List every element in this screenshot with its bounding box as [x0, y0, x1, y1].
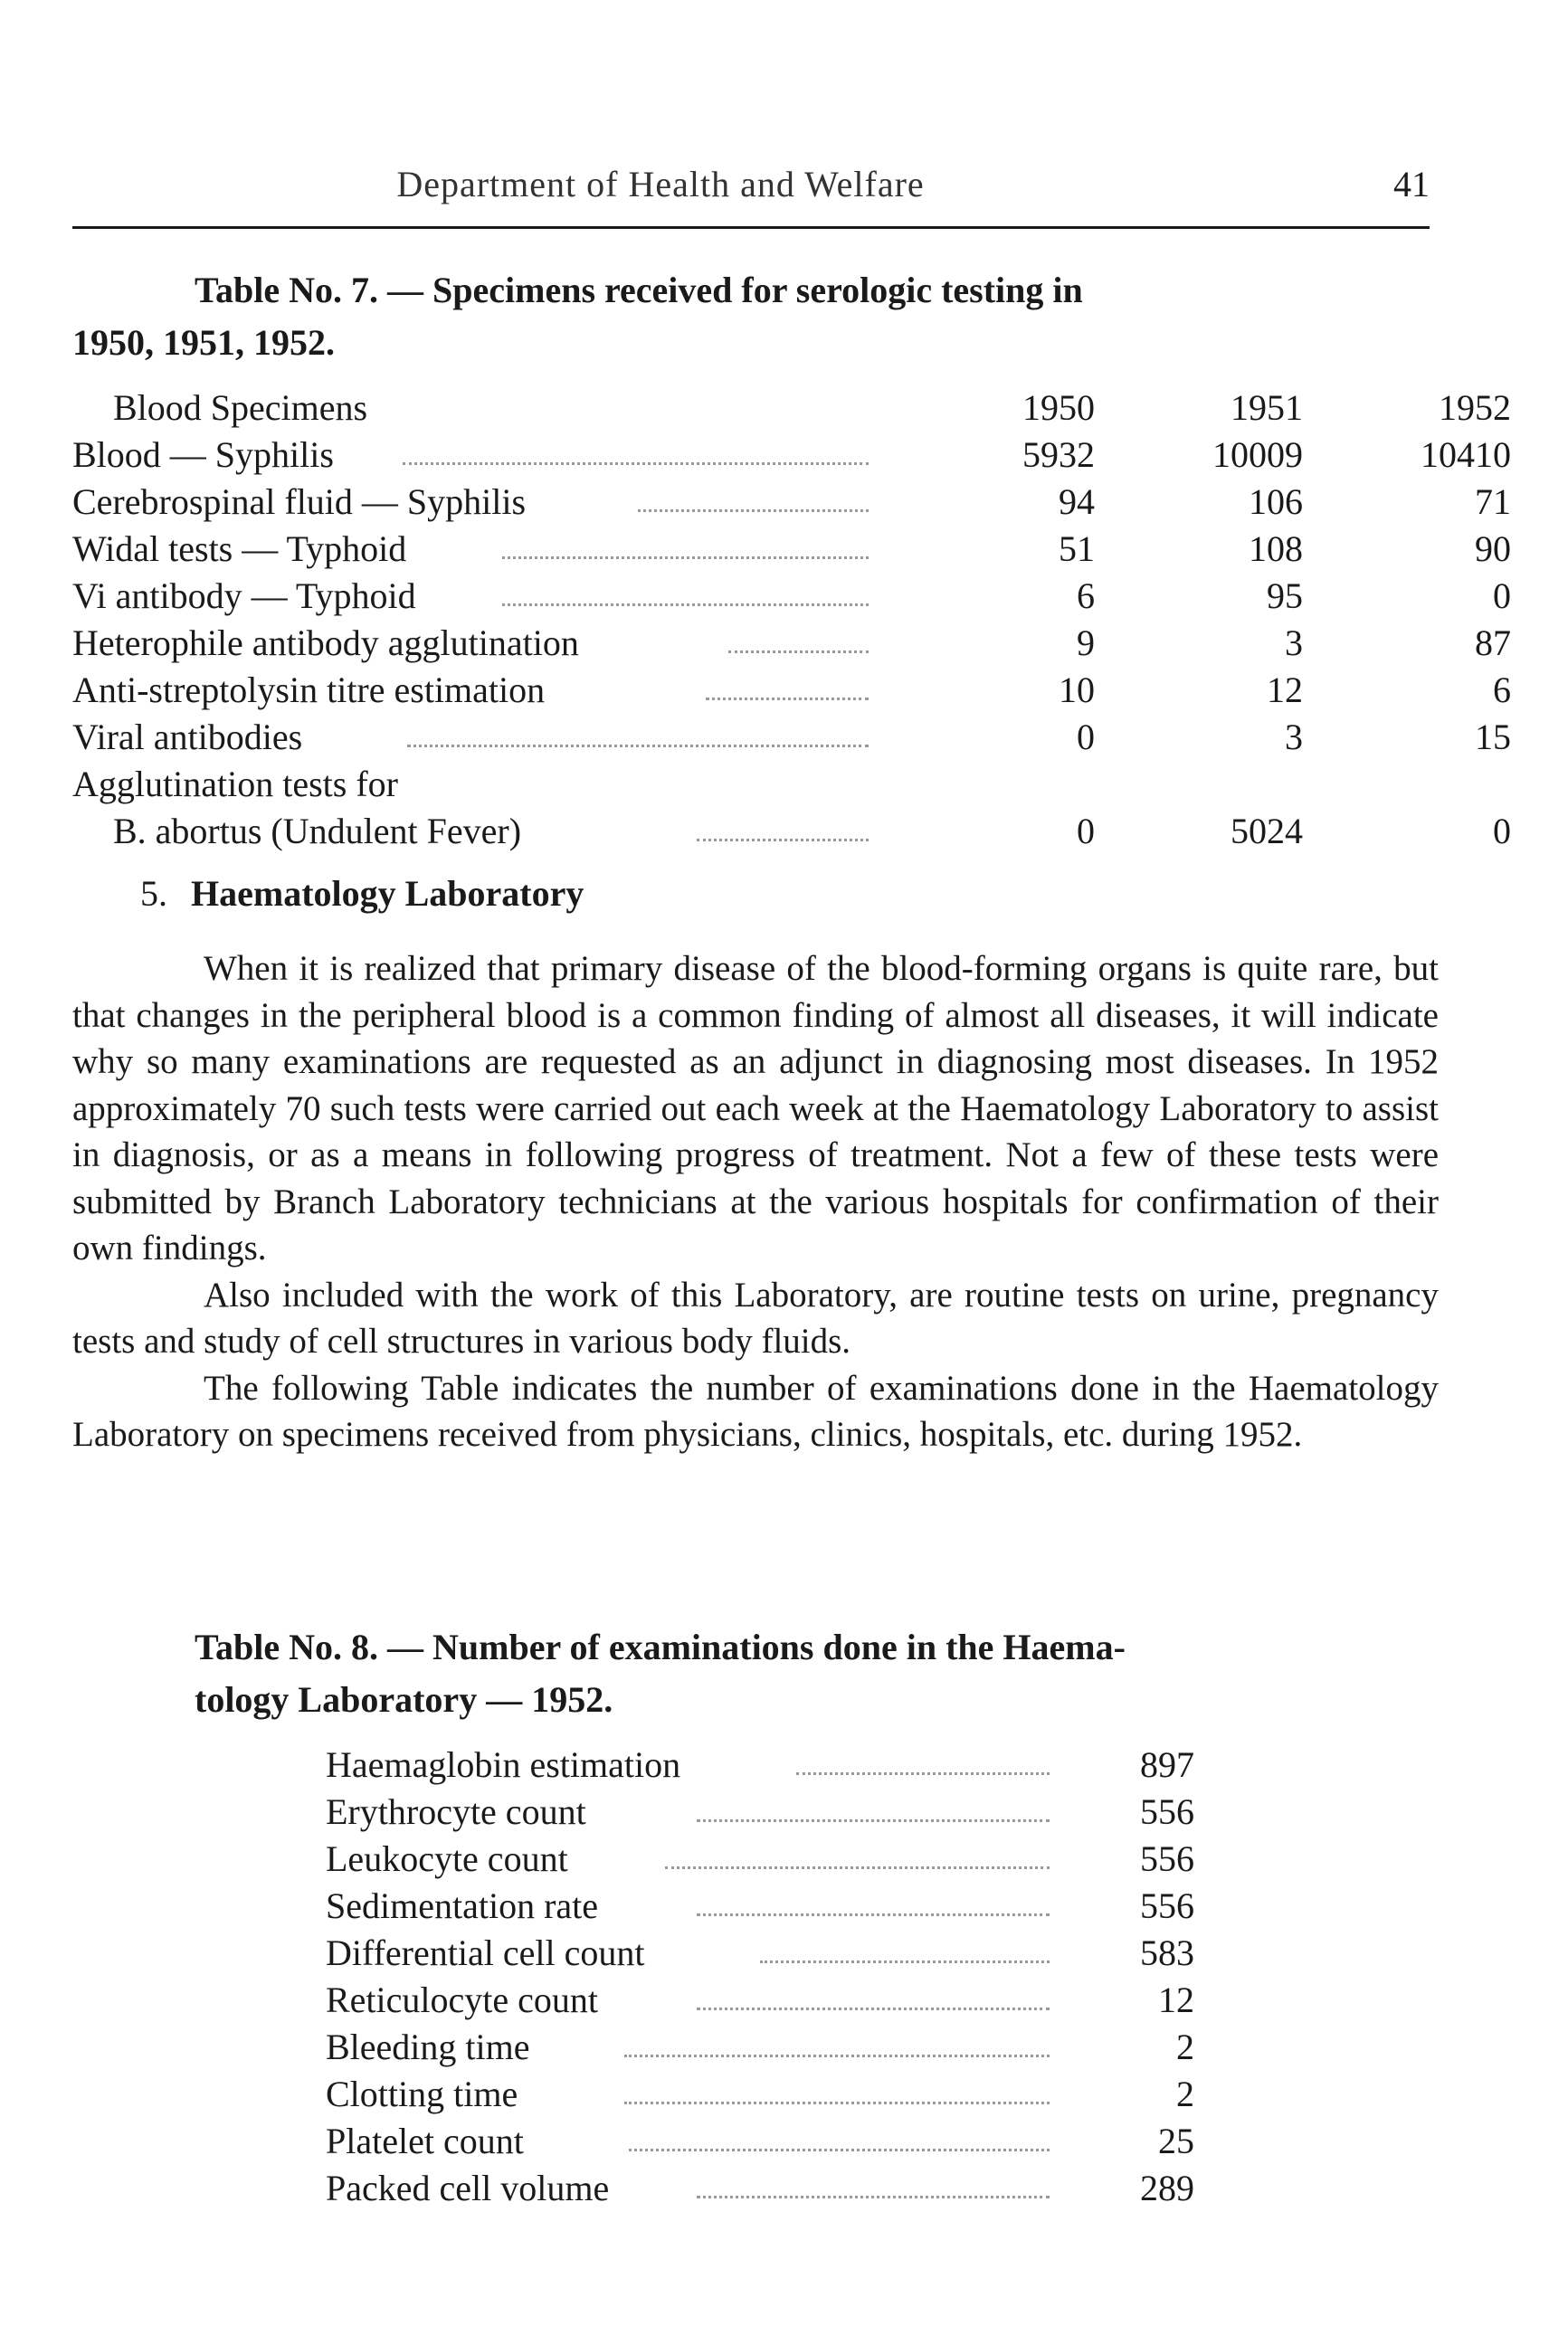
cell-1951: 12	[1267, 669, 1303, 710]
row-value: 583	[1140, 1932, 1194, 1973]
cell-1950: 51	[1059, 528, 1095, 569]
cell-1951: 106	[1249, 481, 1303, 522]
row-label: Viral antibodies	[72, 717, 303, 757]
table-row	[72, 714, 1511, 761]
table8-caption-line2: tology Laboratory — 1952.	[195, 1679, 613, 1720]
table-row	[326, 1789, 1194, 1836]
row-label: Bleeding time	[326, 2027, 530, 2067]
dot-leader	[407, 745, 869, 747]
table-row	[326, 1977, 1194, 2024]
cell-1950: 0	[1077, 811, 1095, 851]
table-row	[72, 620, 1511, 667]
page-number: 41	[1393, 164, 1430, 204]
dot-leader	[665, 1866, 1050, 1869]
table-row-label-line1	[72, 761, 1439, 808]
table-row	[326, 2024, 1194, 2071]
row-label: Erythrocyte count	[326, 1791, 586, 1832]
dot-leader	[629, 2149, 1050, 2151]
table7-year-1950: 1950	[1022, 387, 1095, 428]
cell-1952: 15	[1475, 717, 1511, 757]
table7-header-row	[72, 385, 1511, 432]
row-label: Sedimentation rate	[326, 1885, 599, 1926]
row-value: 556	[1140, 1885, 1194, 1926]
row-label: Packed cell volume	[326, 2168, 610, 2208]
row-value: 2	[1176, 2027, 1194, 2067]
cell-1952: 0	[1493, 575, 1511, 616]
section-heading	[140, 869, 584, 919]
dot-leader	[624, 2055, 1050, 2057]
running-header	[72, 163, 1430, 229]
cell-1952: 0	[1493, 811, 1511, 851]
cell-1950: 10	[1059, 669, 1095, 710]
table-row	[326, 1930, 1194, 1977]
cell-1952: 6	[1493, 669, 1511, 710]
row-value: 897	[1140, 1744, 1194, 1785]
body-text	[72, 945, 1439, 1458]
table-row	[326, 1742, 1194, 1789]
row-label: Blood — Syphilis	[72, 434, 334, 475]
cell-1951: 5024	[1231, 811, 1303, 851]
cell-1950: 0	[1077, 717, 1095, 757]
cell-1952: 10410	[1421, 434, 1511, 475]
table7-caption-line1: Table No. 7. — Specimens received for serologic testing in	[195, 270, 1083, 310]
row-label: Anti-streptolysin titre estimation	[72, 669, 546, 710]
table-row	[326, 1883, 1194, 1930]
dot-leader	[728, 650, 869, 653]
row-label: Heterophile antibody agglutination	[72, 622, 579, 663]
cell-1951: 3	[1285, 717, 1303, 757]
paragraph: Also included with the work of this Laboratory, are routine tests on urine, pregnancy tests and study of cell structures in various body fluids.	[72, 1275, 1439, 1361]
table-row	[72, 479, 1511, 526]
paragraph: When it is realized that primary disease of the blood-forming organs is quite rare, but that changes in the peripheral blood is a common finding of almost all diseases, it will indicate why so many examinations are requested as an adjunct in diagnosing most diseases. In 1952 approximately 70 such tests were carried out each week at the Haematology Laboratory to assist in diagnosis, or as a means in following progress of treatment. Not a few of these tests were submitted by Branch Laboratory technicians at the various hospitals for confirmation of their own findings.	[72, 949, 1439, 1267]
cell-1950: 5932	[1022, 434, 1095, 475]
paragraph: The following Table indicates the number of examinations done in the Haematology Laboratory on specimens received from physicians, clinics, hospitals, etc. during 1952.	[72, 1368, 1439, 1454]
dot-leader	[638, 509, 869, 512]
row-value: 25	[1158, 2121, 1194, 2161]
row-label: Clotting time	[326, 2074, 518, 2114]
section-title: Haematology Laboratory	[191, 873, 584, 914]
table7-caption-line2: 1950, 1951, 1952.	[72, 322, 335, 363]
cell-1950: 94	[1059, 481, 1095, 522]
cell-1950: 9	[1077, 622, 1095, 663]
table-row	[326, 2165, 1194, 2212]
row-value: 2	[1176, 2074, 1194, 2114]
row-label: Reticulocyte count	[326, 1979, 599, 2020]
table7-caption	[72, 264, 1371, 369]
table-row	[326, 1836, 1194, 1883]
table8-caption-line1: Table No. 8. — Number of examinations done in the Haema-	[195, 1627, 1126, 1667]
cell-1952: 87	[1475, 622, 1511, 663]
table8-caption	[195, 1621, 1371, 1726]
cell-1951: 10009	[1212, 434, 1303, 475]
row-label-continued: B. abortus (Undulent Fever)	[113, 811, 522, 851]
table-row	[72, 526, 1511, 573]
dot-leader	[697, 2196, 1050, 2198]
row-value: 12	[1158, 1979, 1194, 2020]
table7-header-label: Blood Specimens	[113, 387, 368, 428]
cell-1951: 3	[1285, 622, 1303, 663]
row-value: 289	[1140, 2168, 1194, 2208]
dot-leader	[697, 1819, 1050, 1822]
cell-1951: 95	[1267, 575, 1303, 616]
cell-1952: 71	[1475, 481, 1511, 522]
row-label: Leukocyte count	[326, 1838, 568, 1879]
dot-leader	[796, 1772, 1050, 1775]
table7-year-1952: 1952	[1439, 387, 1511, 428]
dot-leader	[403, 462, 869, 465]
dot-leader	[502, 556, 869, 559]
dot-leader	[502, 603, 869, 606]
dot-leader	[624, 2102, 1050, 2104]
dot-leader	[697, 839, 869, 841]
table-row	[72, 667, 1511, 714]
table7-year-1951: 1951	[1231, 387, 1303, 428]
table-row	[72, 808, 1511, 855]
cell-1952: 90	[1475, 528, 1511, 569]
running-title: Department of Health and Welfare	[396, 164, 925, 204]
row-label: Agglutination tests for	[72, 764, 398, 804]
row-label: Haemaglobin estimation	[326, 1744, 681, 1785]
table-row	[326, 2118, 1194, 2165]
table-row	[72, 573, 1511, 620]
dot-leader	[760, 1960, 1050, 1963]
row-label: Platelet count	[326, 2121, 524, 2161]
row-label: Widal tests — Typhoid	[72, 528, 407, 569]
row-value: 556	[1140, 1838, 1194, 1879]
dot-leader	[697, 1913, 1050, 1916]
table-row	[72, 432, 1511, 479]
dot-leader	[697, 2008, 1050, 2010]
cell-1951: 108	[1249, 528, 1303, 569]
table-row	[326, 2071, 1194, 2118]
dot-leader	[706, 698, 869, 700]
row-label: Cerebrospinal fluid — Syphilis	[72, 481, 527, 522]
row-label: Vi antibody — Typhoid	[72, 575, 416, 616]
section-number: 5.	[140, 873, 167, 914]
row-label: Differential cell count	[326, 1932, 645, 1973]
row-value: 556	[1140, 1791, 1194, 1832]
cell-1950: 6	[1077, 575, 1095, 616]
